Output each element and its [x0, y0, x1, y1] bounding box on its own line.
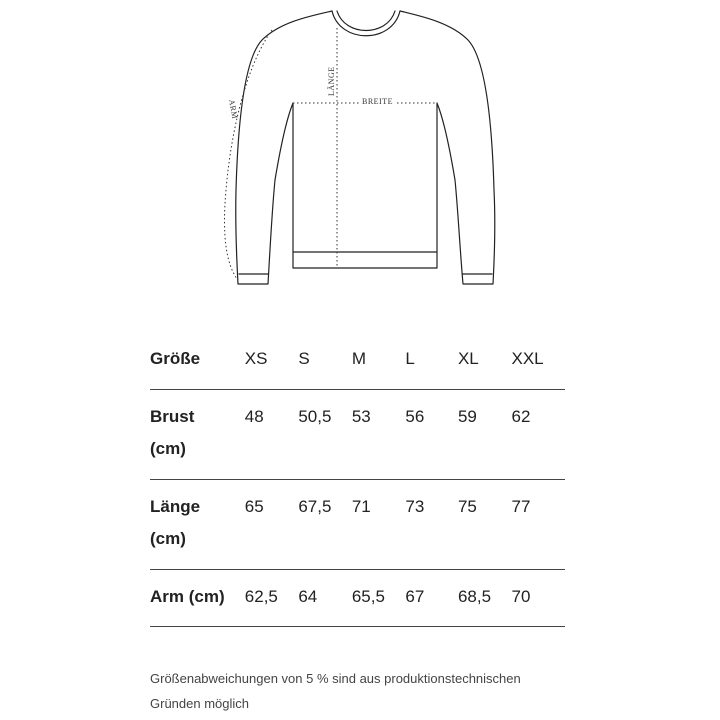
- size-xxl: XXL: [511, 349, 544, 368]
- header-size-label: Größe: [150, 349, 201, 368]
- table-cell: 56: [405, 390, 458, 480]
- row-label-chest-line1: Brust: [150, 407, 195, 426]
- table-cell: 62: [511, 390, 565, 480]
- footnote: [150, 666, 550, 716]
- table-cell: 77: [511, 480, 565, 570]
- table-cell: 48: [245, 390, 299, 480]
- length-label: LÄNGE: [327, 66, 336, 96]
- arm-measure-line: [225, 30, 273, 280]
- table-row-chest: [150, 390, 565, 480]
- collar-outer: [332, 11, 400, 36]
- row-label-length: [150, 480, 245, 570]
- table-cell: 50,5: [298, 390, 352, 480]
- size-xs: XS: [244, 349, 268, 368]
- footnote-line1: Größenabweichungen von 5 % sind aus produktionstechnischen: [150, 671, 521, 686]
- table-cell: 68,5: [458, 570, 512, 627]
- table-cell: 73: [405, 480, 458, 570]
- table-cell: 67,5: [298, 480, 352, 570]
- row-label-length-line1: Länge: [150, 497, 201, 516]
- size-table: [150, 330, 565, 627]
- table-header-row: [150, 330, 565, 390]
- table-row-length: [150, 480, 565, 570]
- arm-label: ARM: [227, 98, 240, 120]
- sweatshirt-diagram: [0, 0, 720, 300]
- width-label: BREITE: [362, 97, 393, 106]
- row-label-length-line2: (cm): [150, 529, 186, 548]
- size-m: M: [351, 349, 367, 368]
- footnote-line2: Gründen möglich: [150, 696, 249, 711]
- table-cell: 65,5: [352, 570, 406, 627]
- table-cell: 67: [405, 570, 458, 627]
- size-xl: XL: [457, 349, 479, 368]
- table-cell: 53: [352, 390, 406, 480]
- table-cell: 70: [511, 570, 565, 627]
- size-s: S: [298, 349, 310, 368]
- table-cell: 71: [352, 480, 406, 570]
- table-cell: 65: [245, 480, 299, 570]
- table-cell: 62,5: [245, 570, 299, 627]
- row-label-chest-line2: (cm): [150, 439, 186, 458]
- row-label-arm: Arm (cm): [150, 570, 245, 627]
- collar-inner: [337, 11, 395, 31]
- table-row-arm: [150, 570, 565, 627]
- sweatshirt-outline: [236, 11, 495, 284]
- table-cell: 75: [458, 480, 512, 570]
- row-label-chest: [150, 390, 245, 480]
- table-cell: 59: [458, 390, 512, 480]
- table-cell: 64: [298, 570, 352, 627]
- size-l: L: [405, 349, 415, 368]
